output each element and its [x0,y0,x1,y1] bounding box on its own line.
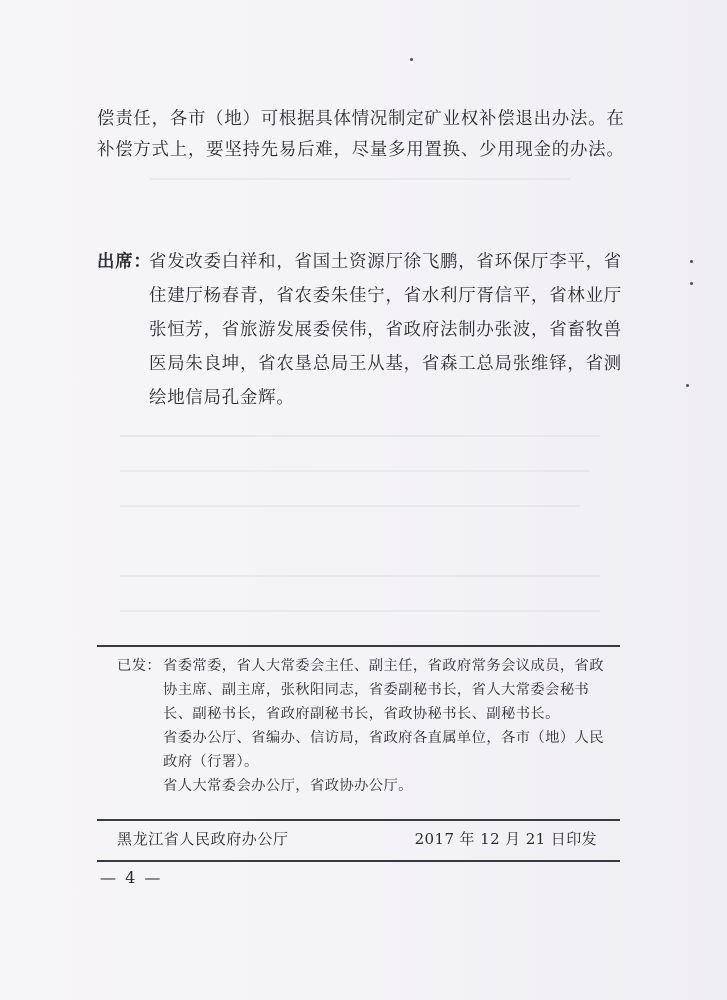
attendees-label: 出席： [97,252,152,272]
distribution-section [117,654,617,798]
paragraph-text: 偿责任，各市（地）可根据具体情况制定矿业权补偿退出办法。在补偿方式上，要坚持先易后难，尽量多用置换、少用现金的办法。 [97,109,625,160]
issuer-name: 黑龙江省人民政府办公厅 [117,830,289,848]
scan-speck [410,58,413,61]
divider-middle [97,819,620,821]
attendees-section [97,245,637,415]
page-number: — 4 — [100,868,163,887]
issue-date: 2017 年 12 月 21 日印发 [414,830,597,848]
bleed-through-line [120,610,600,612]
bleed-through-line [120,435,600,437]
distribution-label: 已发： [117,658,162,674]
body-paragraph [97,104,627,166]
bleed-through-line [120,470,590,472]
scan-speck [690,260,693,263]
bleed-through-line [120,575,600,577]
distribution-line-1: 省委常委，省人大常委会主任、副主任，省政府常务会议成员，省政协主席、副主席，张秋阳同志，省委副秘书长，省人大常委会秘书长、副秘书长，省政府副秘书长，省政协秘书长、副秘书长。 [163,658,604,722]
scan-speck [690,282,693,285]
attendees-list: 省发改委白祥和，省国土资源厅徐飞鹏，省环保厅李平，省住建厅杨春青，省农委朱佳宁，省水利厅胥信平，省林业厅张恒芳，省旅游发展委侯伟，省政府法制办张波，省畜牧兽医局朱良坤，省农垦总局王从基，省森工总局张维铎，省测绘地信局孔金辉。 [149,252,622,408]
divider-top [97,645,620,647]
divider-bottom [97,860,620,862]
bleed-through-line [150,178,570,180]
distribution-line-3: 省人大常委会办公厅，省政协办公厅。 [163,778,413,794]
bleed-through-line [120,505,580,507]
distribution-line-2: 省委办公厅、省编办、信访局，省政府各直属单位，各市（地）人民政府（行署）。 [163,730,604,770]
scan-speck [686,384,689,387]
